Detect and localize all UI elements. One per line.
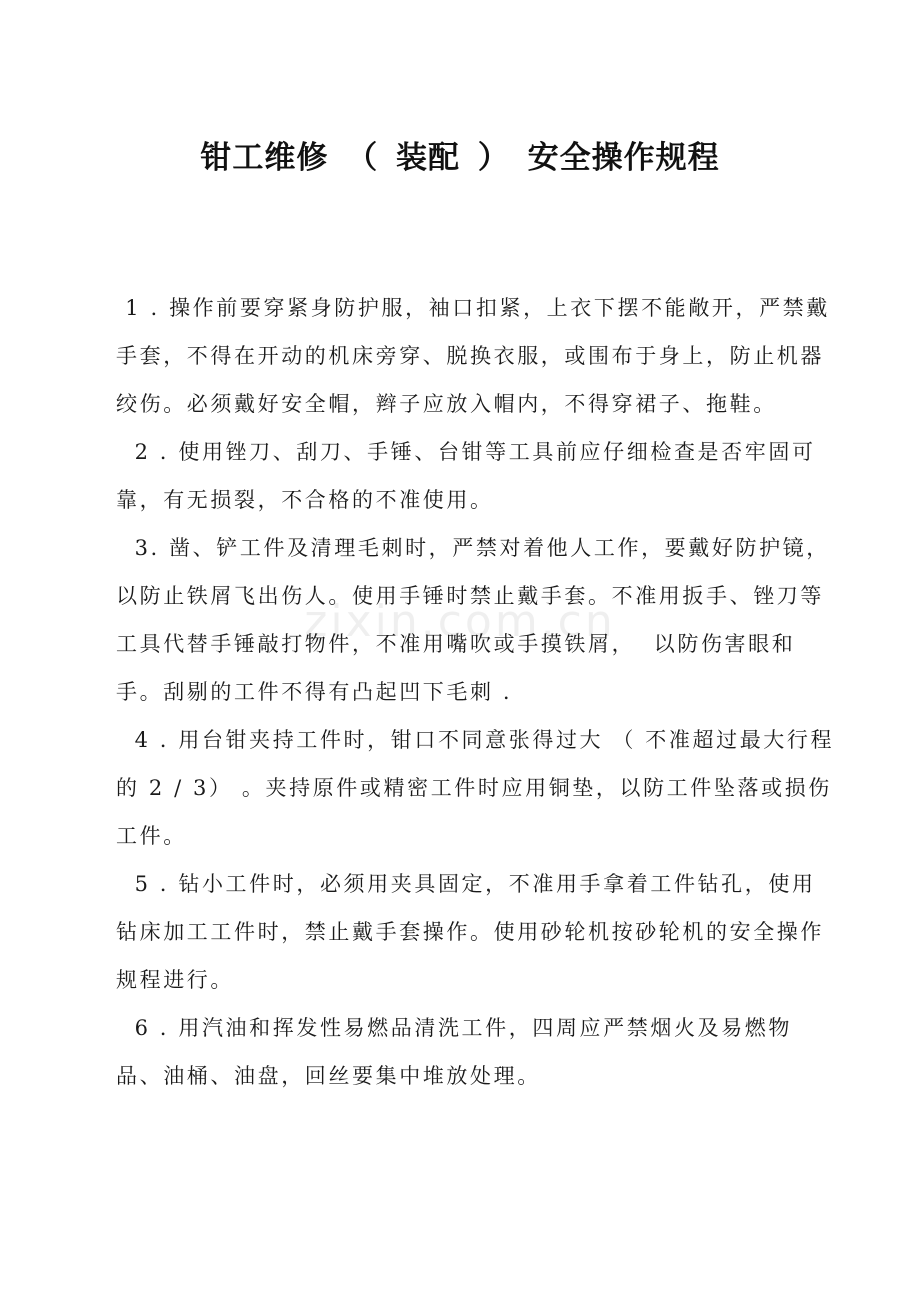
paragraph-4: 4 . 用台钳夹持工件时，钳口不同意张得过大 （ 不准超过最大行程的 2 / 3） 。夹持原件或精密工件时应用铜垫，以防工件坠落或损伤工件。 (116, 728, 835, 848)
document-title: 钳工维修 （ 装配 ） 安全操作规程 (200, 140, 720, 176)
paragraph-2: 2 . 使用锉刀、刮刀、手锤、台钳等工具前应仔细检查是否牢固可靠，有无损裂，不合格的不准使用。 (116, 440, 816, 512)
paragraph-1: 1 . 操作前要穿紧身防护服，袖口扣紧，上衣下摆不能敞开，严禁戴手套，不得在开动的机床旁穿、脱换衣服，或围布于身上，防止机器绞伤。必须戴好安全帽，辫子应放入帽内，不得穿裙子、拖鞋。 (116, 296, 830, 416)
paragraph-3: 3. 凿、铲工件及清理毛刺时，严禁对着他人工作，要戴好防护镜，以防止铁屑飞出伤人。使用手锤时禁止戴手套。不准用扳手、锉刀等工具代替手锤敲打物件，不准用嘴吹或手摸铁屑， 以防伤害眼和手。刮剔的工件不得有凸起凹下毛刺 . (116, 536, 830, 704)
paragraph-6: 6 . 用汽油和挥发性易燃品清洗工件，四周应严禁烟火及易燃物品、油桶、油盘，回丝要集中堆放处理。 (116, 1016, 792, 1088)
document-body (116, 284, 836, 1100)
paragraph-5: 5 . 钻小工件时，必须用夹具固定，不准用手拿着工件钻孔，使用钻床加工工件时，禁止戴手套操作。使用砂轮机按砂轮机的安全操作规程进行。 (116, 872, 824, 992)
watermark: zixin.com.cn (304, 596, 616, 647)
